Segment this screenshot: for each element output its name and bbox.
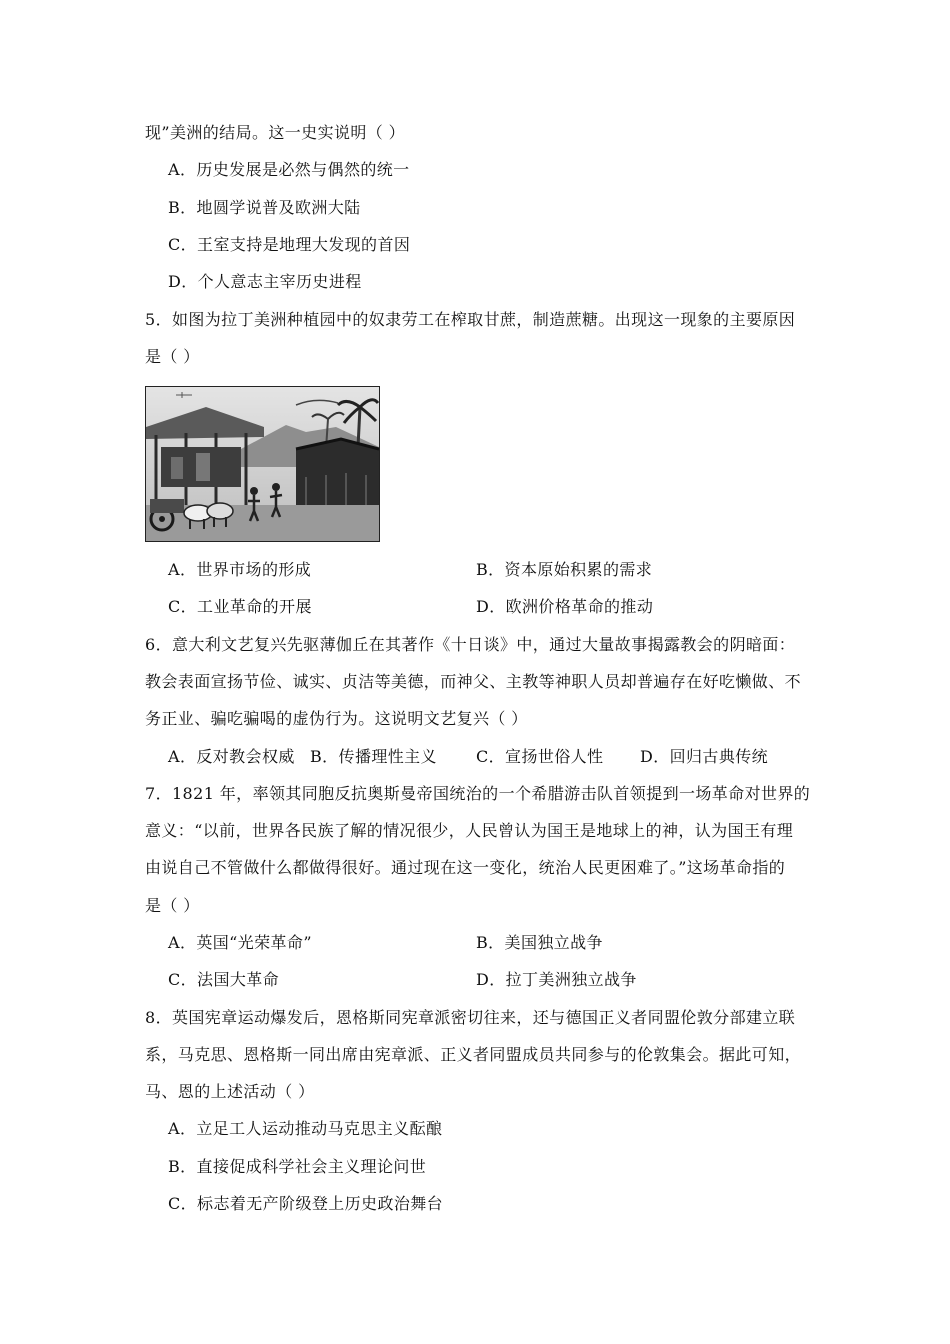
q5-stem-line-2: 是（ ） bbox=[145, 347, 200, 366]
q7-option-a: A．英国“光荣革命” bbox=[168, 933, 312, 952]
sugar-plantation-engraving bbox=[145, 386, 380, 542]
q7-stem-line-1: 7．1821 年，率领其同胞反抗奥斯曼帝国统治的一个希腊游击队首领提到一场革命对世界的 bbox=[145, 784, 811, 803]
q7-option-d: D．拉丁美洲独立战争 bbox=[476, 970, 637, 989]
q4-option-a: A．历史发展是必然与偶然的统一 bbox=[168, 160, 410, 179]
q6-stem-line-2: 教会表面宣扬节俭、诚实、贞洁等美德，而神父、主教等神职人员却普遍存在好吃懒做、不 bbox=[145, 672, 802, 691]
q7-stem-line-3: 由说自己不管做什么都做得很好。通过现在这一变化，统治人民更困难了。”这场革命指的 bbox=[145, 858, 786, 877]
q5-option-a: A．世界市场的形成 bbox=[168, 560, 312, 579]
q7-stem-line-2: 意义：“以前，世界各民族了解的情况很少，人民曾认为国王是地球上的神，认为国王有理 bbox=[145, 821, 794, 840]
q8-option-c: C．标志着无产阶级登上历史政治舞台 bbox=[168, 1194, 444, 1213]
q4-option-c: C．王室支持是地理大发现的首因 bbox=[168, 235, 411, 254]
q6-option-c: C．宣扬世俗人性 bbox=[476, 747, 604, 766]
q8-option-a: A．立足工人运动推动马克思主义酝酿 bbox=[168, 1119, 443, 1138]
q8-stem-line-1: 8．英国宪章运动爆发后，恩格斯同宪章派密切往来，还与德国正义者同盟伦敦分部建立联 bbox=[145, 1008, 796, 1027]
q6-option-b: B．传播理性主义 bbox=[310, 747, 437, 766]
q5-option-d: D．欧洲价格革命的推动 bbox=[476, 597, 654, 616]
q8-option-b: B．直接促成科学社会主义理论问世 bbox=[168, 1157, 427, 1176]
q8-stem-line-3: 马、恩的上述活动（ ） bbox=[145, 1082, 315, 1101]
q6-stem-line-3: 务正业、骗吃骗喝的虚伪行为。这说明文艺复兴（ ） bbox=[145, 709, 528, 728]
q7-option-b: B．美国独立战争 bbox=[476, 933, 603, 952]
q6-option-d: D．回归古典传统 bbox=[640, 747, 769, 766]
q5-option-b: B．资本原始积累的需求 bbox=[476, 560, 653, 579]
q4-option-d: D．个人意志主宰历史进程 bbox=[168, 272, 362, 291]
q7-stem-line-4: 是（ ） bbox=[145, 896, 200, 915]
q7-option-c: C．法国大革命 bbox=[168, 970, 280, 989]
q5-option-c: C．工业革命的开展 bbox=[168, 597, 312, 616]
q4-stem-tail: 现”美洲的结局。这一史实说明（ ） bbox=[145, 123, 406, 142]
q5-stem-line-1: 5．如图为拉丁美洲种植园中的奴隶劳工在榨取甘蔗，制造蔗糖。出现这一现象的主要原因 bbox=[145, 310, 796, 329]
q6-stem-line-1: 6．意大利文艺复兴先驱薄伽丘在其著作《十日谈》中，通过大量故事揭露教会的阴暗面： bbox=[145, 635, 796, 654]
q6-option-a: A．反对教会权威 bbox=[168, 747, 295, 766]
q4-option-b: B．地圆学说普及欧洲大陆 bbox=[168, 198, 361, 217]
q8-stem-line-2: 系，马克思、恩格斯一同出席由宪章派、正义者同盟成员共同参与的伦敦集会。据此可知， bbox=[145, 1045, 802, 1064]
